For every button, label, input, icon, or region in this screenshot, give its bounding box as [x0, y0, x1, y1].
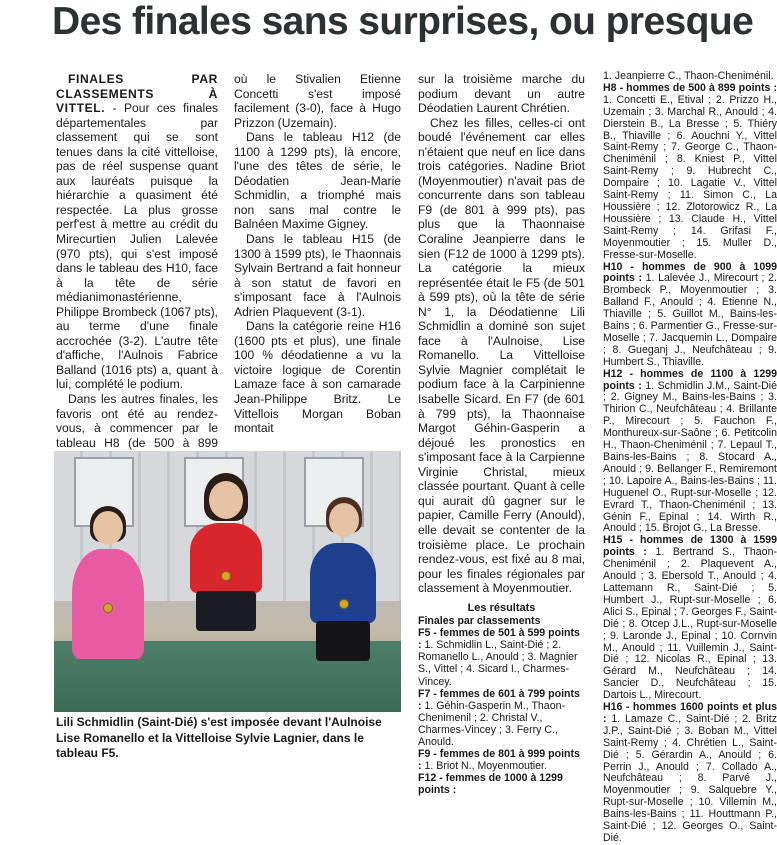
article-column-1: [56, 72, 218, 448]
medal: [339, 599, 349, 609]
paragraph: Dans les autres finales, les favoris ont été au rendez-vous, à commencer par le tableau H8 (de 500 à 899: [56, 392, 218, 450]
results-subtitle: Finales par classements: [418, 615, 541, 628]
result-entry: [603, 262, 777, 369]
result-entry: [603, 83, 777, 262]
result-entry: [603, 369, 777, 536]
player-head: [329, 503, 359, 537]
results-column: [603, 70, 777, 844]
result-entry: [603, 702, 777, 845]
result-text: 1. Briot N., Moyenmoutier.: [421, 760, 547, 773]
paragraph: Dans la catégorie reine H16 (1600 pts et plus), une finale 100 % déodatienne a vu la victoire logique de Corentin Lamaze face à son camarade Jean-Philippe Britz. Le Vittellois Morgan Boban montait: [234, 319, 401, 436]
category-label: F5 - femmes de 501 à 599 points :: [418, 627, 580, 652]
paragraph: Dans le tableau H12 (de 1100 à 1299 pts), là encore, l'une des têtes de série, le Déodatien Jean-Marie Schmidlin, a triomphé mais non sans mal contre le Balnéen Maxime Gigney.: [234, 130, 401, 232]
category-label: F12 - femmes de 1000 à 1299 points :: [418, 772, 563, 797]
player-right-shorts: [316, 621, 370, 661]
result-entry: [603, 535, 777, 702]
category-label: H8 - hommes de 500 à 899 points :: [603, 81, 777, 94]
paragraph: Chez les filles, celles-ci ont boudé l'événement car elles n'étaient que neuf en lice dans trois catégories. Nadine Briot (Moyenmoutier) n'avait pas de concurrente dans son tableau F9 (de 801 à 999 pts), pas plus que la Thaonnaise Coraline Jeanpierre dans le sien (F12 de 1000 à 1299 pts). La catégorie la mieux représentée était le F5 (de 501 à 599 pts), où la tête de série N° 1, la Déodatienne Lili Schmidlin a dominé son sujet face à l'Aulnoise, Lise Romanello. La Vittelloise Sylvie Magnier complétait le podium face à la Carpinienne Isabelle Sicard. En F7 (de 601 à 799 pts), la Thaonnaise Margot Géhin-Gasperin a déjoué les pronostics en s'imposant face à la Carpienne Virginie Christal, mieux classée pourtant. Quant à celle qui aurait dû gagner sur le papier, Camille Ferry (Anould), elle devait se contenter de la troisième place. Le prochain rendez-vous, est fixé au 8 mai, pour les finales régionales par classement à Moyenmoutier.: [418, 115, 585, 596]
paragraph: Dans le tableau H15 (de 1300 à 1599 pts), le Thaonnais Sylvain Bertrand a fait honneur à son statut de favori en s'imposant face à l'Aulnois Adrien Plaquevent (3-1).: [234, 232, 401, 319]
article-column-2: [234, 72, 401, 448]
category-label: F9 - femmes de 801 à 999 points :: [418, 748, 580, 773]
category-label: F7 - femmes de 601 à 799 points :: [418, 687, 580, 712]
results-box: [418, 600, 585, 797]
category-label: H16 - hommes 1600 points et plus :: [603, 701, 777, 725]
result-entry: [418, 772, 585, 796]
paragraph: sur la troisième marche du podium devant un autre Déodatien Laurent Chrétien.: [418, 72, 585, 116]
category-label: H15 - hommes de 1300 à 1599 points :: [603, 534, 777, 559]
paragraph-text: - Pour ces finales départementales par classement qui se sont tenues dans la cité vittelloise, pas de réel suspense quant aux lauréats puisque la hiérarchie a quasiment été respectée. La plus grosse perf'est à mettre au crédit du Mirecurtien Julien Lalevée (970 pts), qui s'est imposé dans le tableau des H10, face à la tête de série médianimonastérienne, Philippe Brombeck (1067 pts), au terme d'une finale accrochée (3-2). L'autre tête d'affiche, l'Aulnois Fabrice Balland (1016 pts) a, quant à lui, complété le podium.: [56, 101, 219, 392]
article-headline: Des finales sans surprises, ou presque: [52, 0, 754, 43]
result-entry: [418, 688, 585, 748]
article-column-3: [418, 72, 585, 600]
category-label: H12 - hommes de 1100 à 1299 points :: [603, 367, 777, 392]
medal: [221, 571, 231, 581]
result-entry: [418, 627, 585, 687]
photo-caption: Lili Schmidlin (Saint-Dié) s'est imposée devant l'Aulnoise Lise Romanello et la Vittelloise Sylvie Lagnier, dans le tableau F5.: [56, 715, 382, 760]
result-entry: [418, 748, 585, 772]
results-title: Les résultats: [467, 602, 536, 614]
player-right: [310, 543, 376, 623]
player-center-shorts: [196, 591, 256, 631]
result-text: 1. Bertrand S., Thaon-Cheniménil ; 2. Plaquevent A., Anould ; 3. Ebersold T., Anould ; 4. Lattemann R., Saint-Dié ; 5. Humbert J., Rupt-sur-Moselle ; 6. Alici S., Epinal ; 7. Georges F., Saint-Dié ; 8. Otcep J.L., Rupt-sur-Moselle ; 9. Laronde J., Epinal ; 10. Cornvin M., Anould ; 11. Vuillemin J., Saint-Dié ; 12. Nicolas R., Epinal ; 13. Gérard M., Neufchâteau ; 14. Sancier D., Neufchâteau ; 15. Dartois L., Mirecourt.: [603, 546, 777, 702]
category-label: H10 - hommes de 900 à 1099 points :: [603, 260, 777, 285]
result-text: 1. Lalevée J., Mirecourt ; 2. Brombeck P., Moyenmoutier ; 3. Balland F., Anould ; 4. Etienne N., Thiaville ; 5. Guillot M., Bains-les-Bains ; 6. Parmentier G., Fresse-sur-Moselle ; 7. Jacquemin L., Dompaire ; 8. Gueganj J., Neufchâteau ; 9. Humbert S., Thiaville.: [603, 272, 777, 368]
player-center: [190, 523, 262, 593]
result-text: 1. Schmidlin L., Saint-Dié ; 2. Romanello L., Anould ; 3. Magnier S., Vittel ; 4. Sicard I., Charmes-Vincey.: [418, 639, 578, 688]
paragraph: [56, 72, 218, 392]
player-head: [209, 481, 243, 519]
player-head: [93, 511, 123, 545]
result-text: 1. Schmidlin J.M., Saint-Dié ; 2. Gigney M., Bains-les-Bains ; 3. Thirion C., Neufchâteau ; 4. Brillante P., Mirecourt ; 5. Fauchon F., Monthureux-sur-Saône ; 6. Petitcolin H., Thaon-Cheniménil ; 7. Lepaul T., Bains-les-Bains ; 8. Stocard A., Anould ; 9. Bellanger F., Remiremont ; 10. Lapoire A., Bains-les-Bains ; 11. Huguenel O., Rupt-sur-Moselle ; 12. Evrard T., Thaon-Cheniménil ; 13. Génin F., Epinal ; 14. Wirth R., Anould ; 15. Brojot G., La Bresse.: [603, 379, 777, 535]
paragraph: où le Stivalien Etienne Concetti s'est imposé facilement (3-0), face à Hugo Prizzon (Uzemain).: [234, 72, 401, 130]
medal: [103, 603, 113, 613]
result-text: 1. Concetti E., Etival ; 2. Prizzo H., Uzemain ; 3. Marchal R., Anould ; 4. Dierstein B., La Bresse ; 5. Thiéry B., Thiaville ; 6. Aouchni Y., Vittel Saint-Remy ; 7. George C., Thaon-Cheniménil ; 8. Kniest P., Vittel Saint-Remy ; 9. Hubrecht C., Dompaire ; 10. Lagatie V., Vittel Saint-Remy ; 11. Simon C., La Houssière ; 12. Zlotorowicz R., La Houssière ; 13. Claude H., Vittel Saint-Remy ; 14. Grifasi F., Moyenmoutier ; 15. Muller D., Fresse-sur-Moselle.: [603, 93, 777, 261]
result-text: 1. Lamaze C., Saint-Dié ; 2. Britz J.P., Saint-Dié ; 3. Boban M., Vittel Saint-Remy ; 4. Chrétien L., Saint-Dié ; 5. Gérardin A., Anould ; 6. Perrin J., Anould ; 7. Collado A., Neufchâteau ; 8. Parvé J., Moyenmoutier ; 9. Salquebre Y., Rupt-sur-Moselle ; 10. Villemin M., Bains-les-Bains ; 11. Houttmann P., Saint-Dié ; 12. Georges O., Saint-Dié.: [603, 712, 777, 844]
lead-in: FINALES PAR CLASSEMENTS À VITTEL.: [56, 72, 218, 116]
result-text: 1. Jeanpierre C., Thaon-Cheniménil.: [603, 70, 774, 82]
result-text: 1. Géhin-Gasperin M., Thaon-Chenimenil ; 2. Christal V., Charmes-Vincey ; 3. Ferry C., Anould.: [418, 699, 566, 749]
podium-photo: [54, 451, 401, 712]
